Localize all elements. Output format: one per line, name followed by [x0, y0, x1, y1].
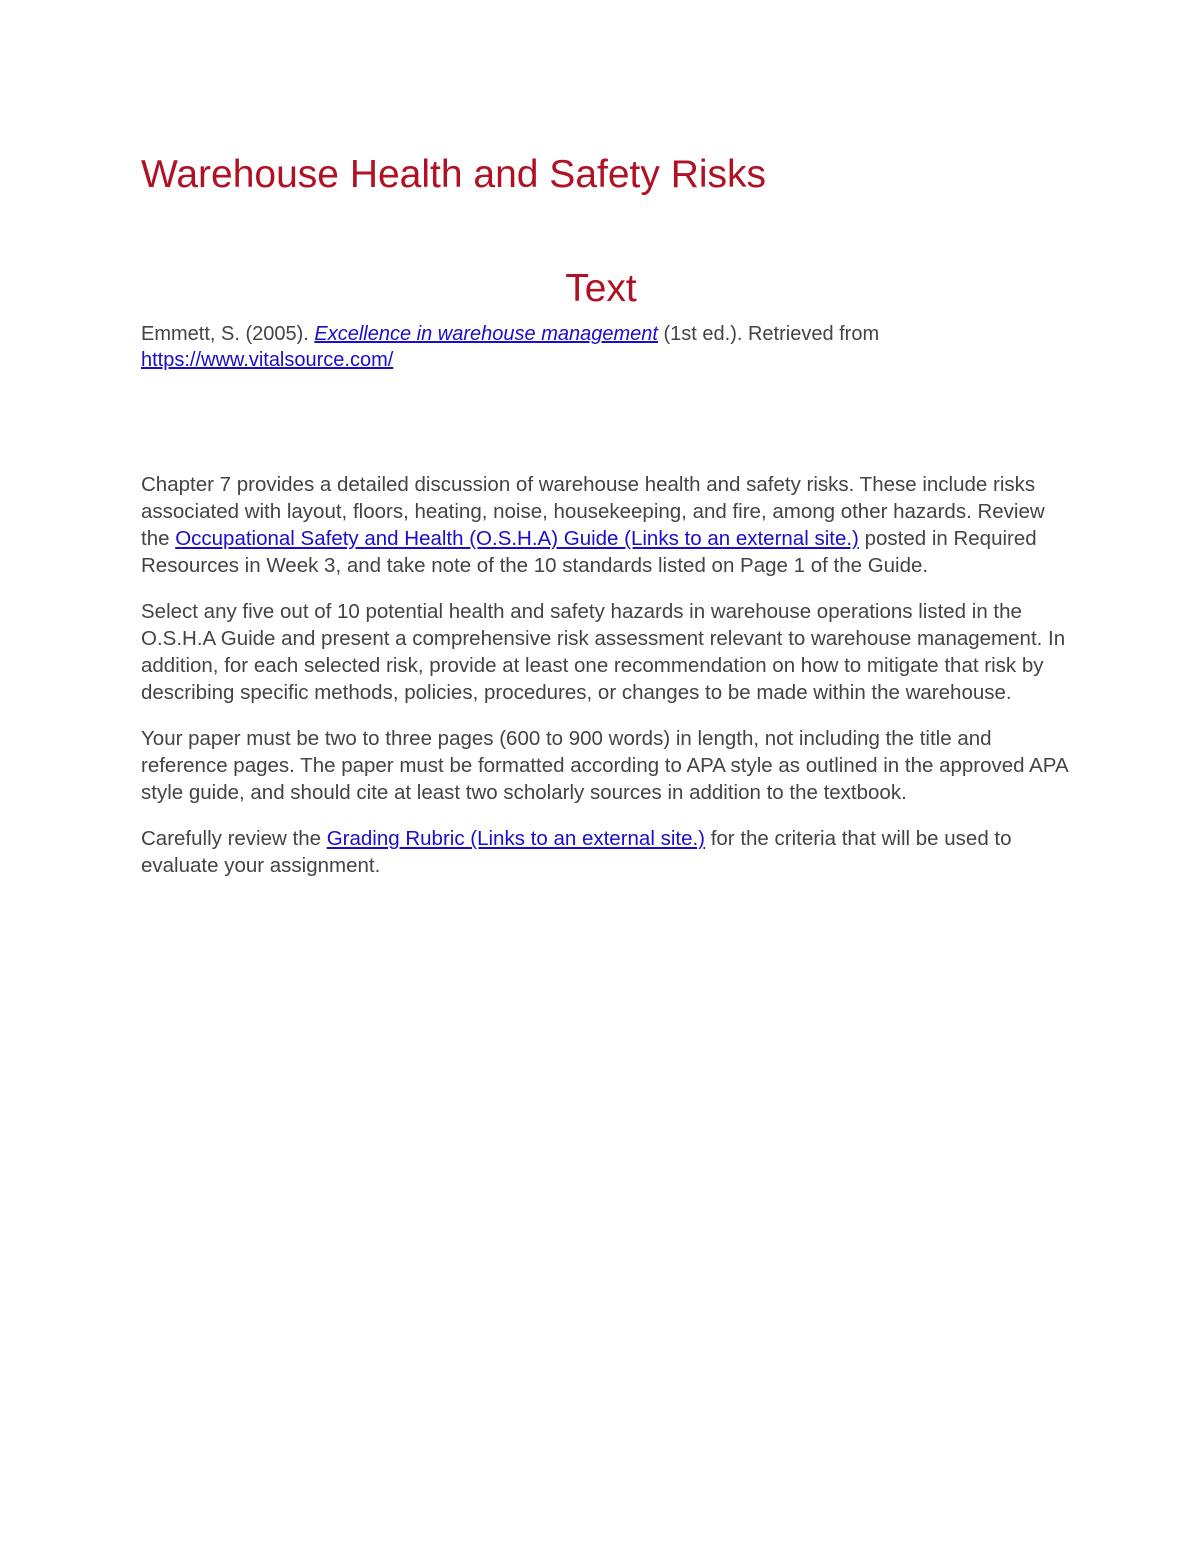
book-title-link[interactable]: Excellence in warehouse management [314, 323, 658, 345]
paragraph-text: Chapter 7 provides a detailed discussion of warehouse health and safety risks. These include risks associated with layout, floors, heating, noise, housekeeping, and fire, among other hazards. Review the [141, 473, 1045, 550]
citation-middle: (1st ed.). Retrieved from [657, 323, 880, 345]
paragraph-text: posted in Required Resources in Week 3, and take note of the 10 standards listed on Page 1 of the Guide. [141, 527, 1037, 577]
paragraph-risk-assessment: Select any five out of 10 potential health and safety hazards in warehouse operations listed in the O.S.H.A Guide and present a comprehensive risk assessment relevant to warehouse management. In addition, for each selected risk, provide at least one recommendation on how to mitigate that risk by describing specific methods, policies, procedures, or changes to be made within the warehouse. [141, 600, 1066, 704]
paragraph-grading [141, 825, 1071, 879]
paragraph-paper-requirements: Your paper must be two to three pages (600 to 900 words) in length, not including the title and reference pages. The paper must be formatted according to APA style as outlined in the approved APA style guide, and should cite at least two scholarly sources in addition to the textbook. [141, 727, 1068, 804]
textbook-citation [141, 321, 1071, 373]
citation-prefix: Emmett, S. (2005). [141, 323, 315, 345]
paragraph-text: for the criteria that will be used to evaluate your assignment. [141, 827, 1012, 877]
paragraph-text: Carefully review the [141, 827, 327, 850]
grading-rubric-link[interactable]: Grading Rubric (Links to an external site.) [326, 827, 705, 850]
document-title: Warehouse Health and Safety Risks [141, 153, 767, 196]
osha-guide-link[interactable]: Occupational Safety and Health (O.S.H.A) Guide (Links to an external site.) [175, 527, 859, 550]
vitalsource-url-link[interactable]: https://www.vitalsource.com/ [141, 349, 394, 371]
section-heading-text: Text [565, 267, 637, 310]
paragraph-chapter-overview [141, 471, 1071, 579]
assignment-instructions [141, 471, 1071, 898]
